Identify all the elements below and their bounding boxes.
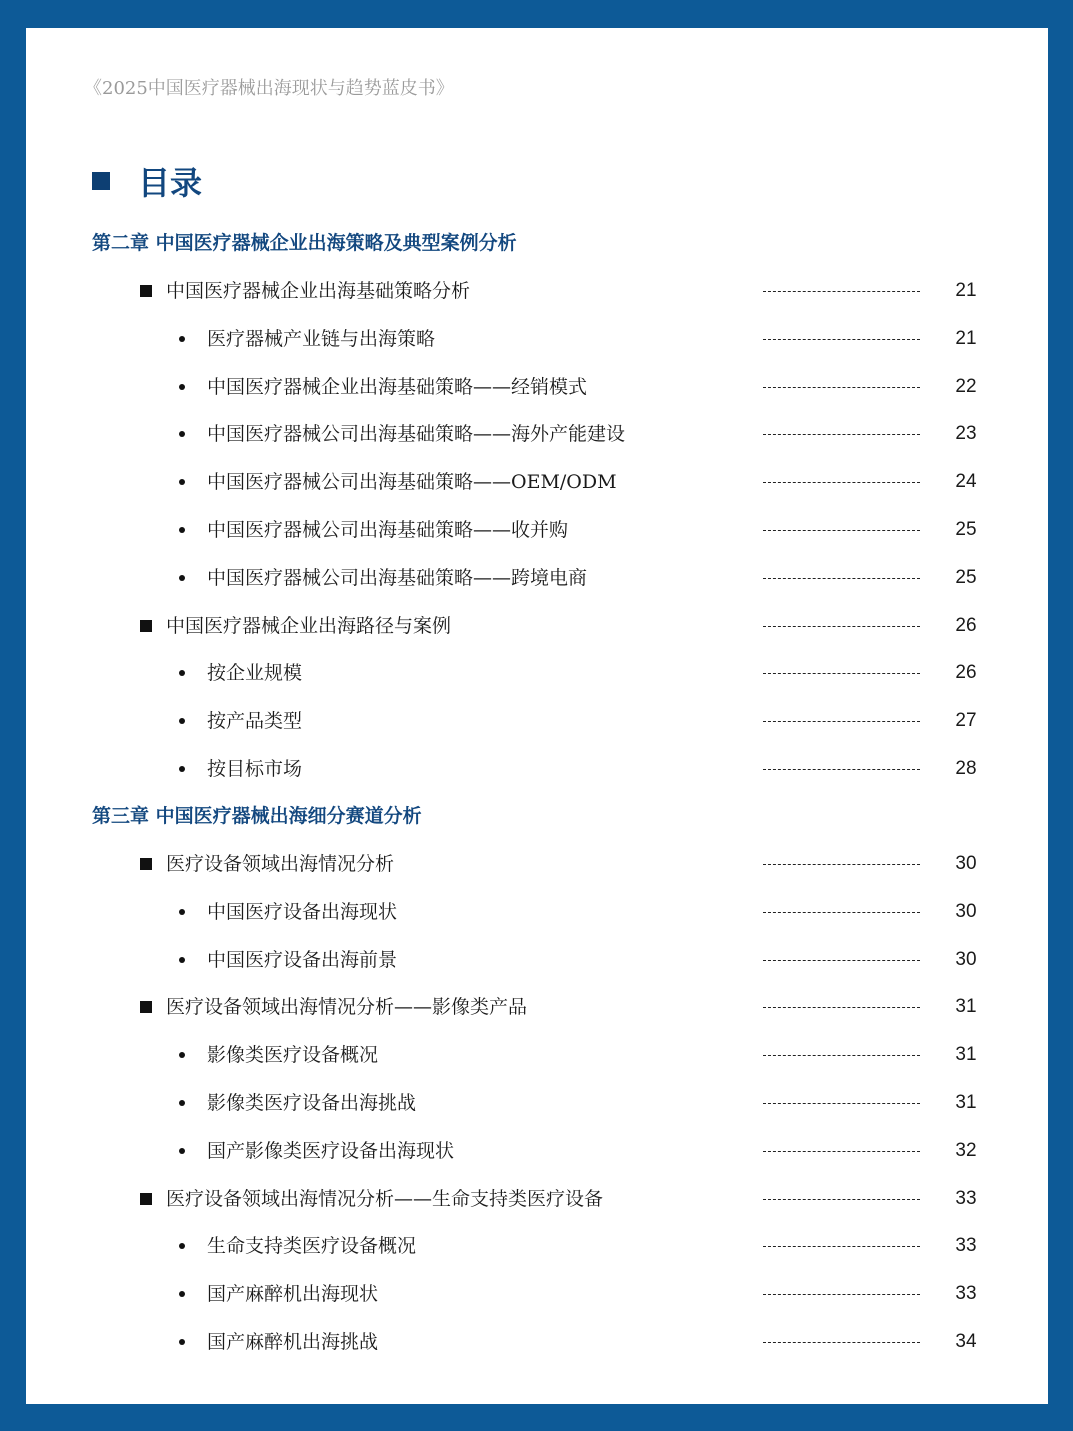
- toc-entry-label: 国产麻醉机出海现状: [207, 1283, 379, 1306]
- page-number: 32: [955, 1139, 977, 1161]
- page-number: 22: [955, 375, 977, 397]
- dot-bullet-icon: [179, 909, 185, 915]
- toc-subsection-row[interactable]: [26, 516, 1048, 546]
- dotted-leader: [763, 673, 920, 674]
- toc-entry-label: 医疗设备领域出海情况分析——生命支持类医疗设备: [166, 1187, 604, 1210]
- toc-subsection-row[interactable]: [26, 707, 1048, 737]
- square-bullet-icon: [140, 1193, 152, 1205]
- toc-subsection-row[interactable]: [26, 373, 1048, 403]
- dotted-leader: [763, 434, 920, 435]
- dot-bullet-icon: [179, 1339, 185, 1345]
- dot-bullet-icon: [179, 718, 185, 724]
- dot-bullet-icon: [179, 575, 185, 581]
- dotted-leader: [763, 721, 920, 722]
- page-number: 34: [955, 1331, 977, 1352]
- dot-bullet-icon: [179, 527, 185, 533]
- page-number: 31: [955, 996, 977, 1018]
- toc-entry-label: 按目标市场: [207, 758, 303, 780]
- toc-entry-label: 中国医疗器械公司出海基础策略——海外产能建设: [207, 423, 626, 446]
- dot-bullet-icon: [179, 384, 185, 390]
- square-bullet-icon: [140, 285, 152, 297]
- toc-title-row: [92, 158, 202, 204]
- toc-entry-label: 中国医疗设备出海现状: [207, 900, 398, 923]
- toc-subsection-row[interactable]: [26, 1280, 1048, 1310]
- square-icon: [92, 172, 110, 190]
- toc-subsection-row[interactable]: [26, 420, 1048, 450]
- dotted-leader: [763, 1055, 920, 1056]
- page-number: 23: [955, 423, 977, 445]
- dot-bullet-icon: [179, 479, 185, 485]
- toc-entry-label: 生命支持类医疗设备概况: [207, 1235, 417, 1258]
- page-number: 26: [955, 662, 977, 684]
- dotted-leader: [763, 387, 920, 388]
- toc-entry-label: 中国医疗设备出海前景: [207, 948, 398, 971]
- dot-bullet-icon: [179, 670, 185, 676]
- dotted-leader: [763, 1342, 920, 1343]
- toc-entry-label: 中国医疗器械企业出海基础策略——经销模式: [207, 375, 588, 398]
- dot-bullet-icon: [179, 1291, 185, 1297]
- dotted-leader: [763, 291, 920, 292]
- toc-subsection-row[interactable]: [26, 1089, 1048, 1119]
- page-number: 33: [955, 1187, 977, 1209]
- dot-bullet-icon: [179, 1148, 185, 1154]
- toc-section-row[interactable]: [26, 993, 1048, 1023]
- square-bullet-icon: [140, 1001, 152, 1013]
- toc-subsection-row[interactable]: [26, 755, 1048, 785]
- page-number: 31: [955, 1044, 977, 1066]
- page-number: 25: [955, 566, 977, 588]
- square-bullet-icon: [140, 620, 152, 632]
- toc-subsection-row[interactable]: [26, 1232, 1048, 1262]
- toc-subsection-row[interactable]: [26, 1137, 1048, 1167]
- dot-bullet-icon: [179, 1243, 185, 1249]
- toc-entry-label: 医疗设备领域出海情况分析——影像类产品: [166, 996, 528, 1019]
- toc-subsection-row[interactable]: [26, 1328, 1048, 1358]
- toc-entry-label: 影像类医疗设备概况: [207, 1044, 379, 1067]
- dotted-leader: [763, 1007, 920, 1008]
- dotted-leader: [763, 626, 920, 627]
- toc-subsection-row[interactable]: [26, 1041, 1048, 1071]
- toc-title: 目录: [138, 164, 203, 202]
- page-number: 21: [955, 327, 977, 349]
- page-number: 30: [955, 900, 977, 922]
- toc-section-row[interactable]: [26, 850, 1048, 880]
- toc-entry-label: 中国医疗器械公司出海基础策略——收并购: [207, 519, 569, 541]
- dot-bullet-icon: [179, 1052, 185, 1058]
- dotted-leader: [763, 482, 920, 483]
- toc-entry-label: 国产影像类医疗设备出海现状: [207, 1139, 455, 1162]
- toc-entry-label: 中国医疗器械企业出海基础策略分析: [166, 280, 471, 302]
- page-number: 28: [955, 758, 977, 779]
- toc-entry-label: 影像类医疗设备出海挑战: [207, 1092, 417, 1114]
- toc-entry-label: 医疗器械产业链与出海策略: [207, 327, 436, 350]
- toc-section-row[interactable]: [26, 612, 1048, 642]
- toc-section-row[interactable]: [26, 277, 1048, 307]
- dot-bullet-icon: [179, 336, 185, 342]
- dotted-leader: [763, 1151, 920, 1152]
- square-bullet-icon: [140, 858, 152, 870]
- toc-subsection-row[interactable]: [26, 468, 1048, 498]
- toc-entry-label: 中国医疗器械公司出海基础策略——跨境电商: [207, 566, 588, 589]
- toc-subsection-row[interactable]: [26, 898, 1048, 928]
- dotted-leader: [763, 864, 920, 865]
- toc-entry-label: 中国医疗器械企业出海路径与案例: [166, 614, 452, 637]
- page-number: 30: [955, 948, 977, 970]
- toc-section-row[interactable]: [26, 1185, 1048, 1215]
- toc-entry-label: 按企业规模: [207, 662, 303, 685]
- dotted-leader: [763, 1199, 920, 1200]
- chapter-heading[interactable]: 第三章 中国医疗器械出海细分赛道分析: [92, 805, 422, 827]
- page-number: 33: [955, 1235, 977, 1257]
- page-number: 27: [955, 710, 977, 732]
- page-number: 24: [955, 471, 977, 493]
- page-number: 30: [955, 853, 977, 874]
- dotted-leader: [763, 339, 920, 340]
- toc-subsection-row[interactable]: [26, 564, 1048, 594]
- dot-bullet-icon: [179, 1100, 185, 1106]
- toc-entry-label: 中国医疗器械公司出海基础策略——OEM/ODM: [207, 471, 617, 494]
- dot-bullet-icon: [179, 766, 185, 772]
- dotted-leader: [763, 578, 920, 579]
- dotted-leader: [763, 1103, 920, 1104]
- toc-entry-label: 按产品类型: [207, 710, 303, 733]
- toc-entry-label: 医疗设备领域出海情况分析: [166, 853, 395, 875]
- toc-subsection-row[interactable]: [26, 325, 1048, 355]
- dot-bullet-icon: [179, 431, 185, 437]
- dotted-leader: [763, 1294, 920, 1295]
- toc-subsection-row[interactable]: [26, 946, 1048, 976]
- toc-subsection-row[interactable]: [26, 659, 1048, 689]
- toc-entry-label: 国产麻醉机出海挑战: [207, 1331, 379, 1353]
- page-number: 31: [955, 1092, 977, 1113]
- dotted-leader: [763, 912, 920, 913]
- running-header: 《2025中国医疗器械出海现状与趋势蓝皮书》: [84, 78, 454, 99]
- page-number: 21: [955, 280, 977, 301]
- document-page: [26, 28, 1048, 1404]
- chapter-heading[interactable]: 第二章 中国医疗器械企业出海策略及典型案例分析: [92, 232, 517, 254]
- dot-bullet-icon: [179, 957, 185, 963]
- page-number: 33: [955, 1283, 977, 1305]
- dotted-leader: [763, 769, 920, 770]
- dotted-leader: [763, 960, 920, 961]
- dotted-leader: [763, 1246, 920, 1247]
- page-number: 25: [955, 519, 977, 540]
- dotted-leader: [763, 530, 920, 531]
- page-number: 26: [955, 614, 977, 636]
